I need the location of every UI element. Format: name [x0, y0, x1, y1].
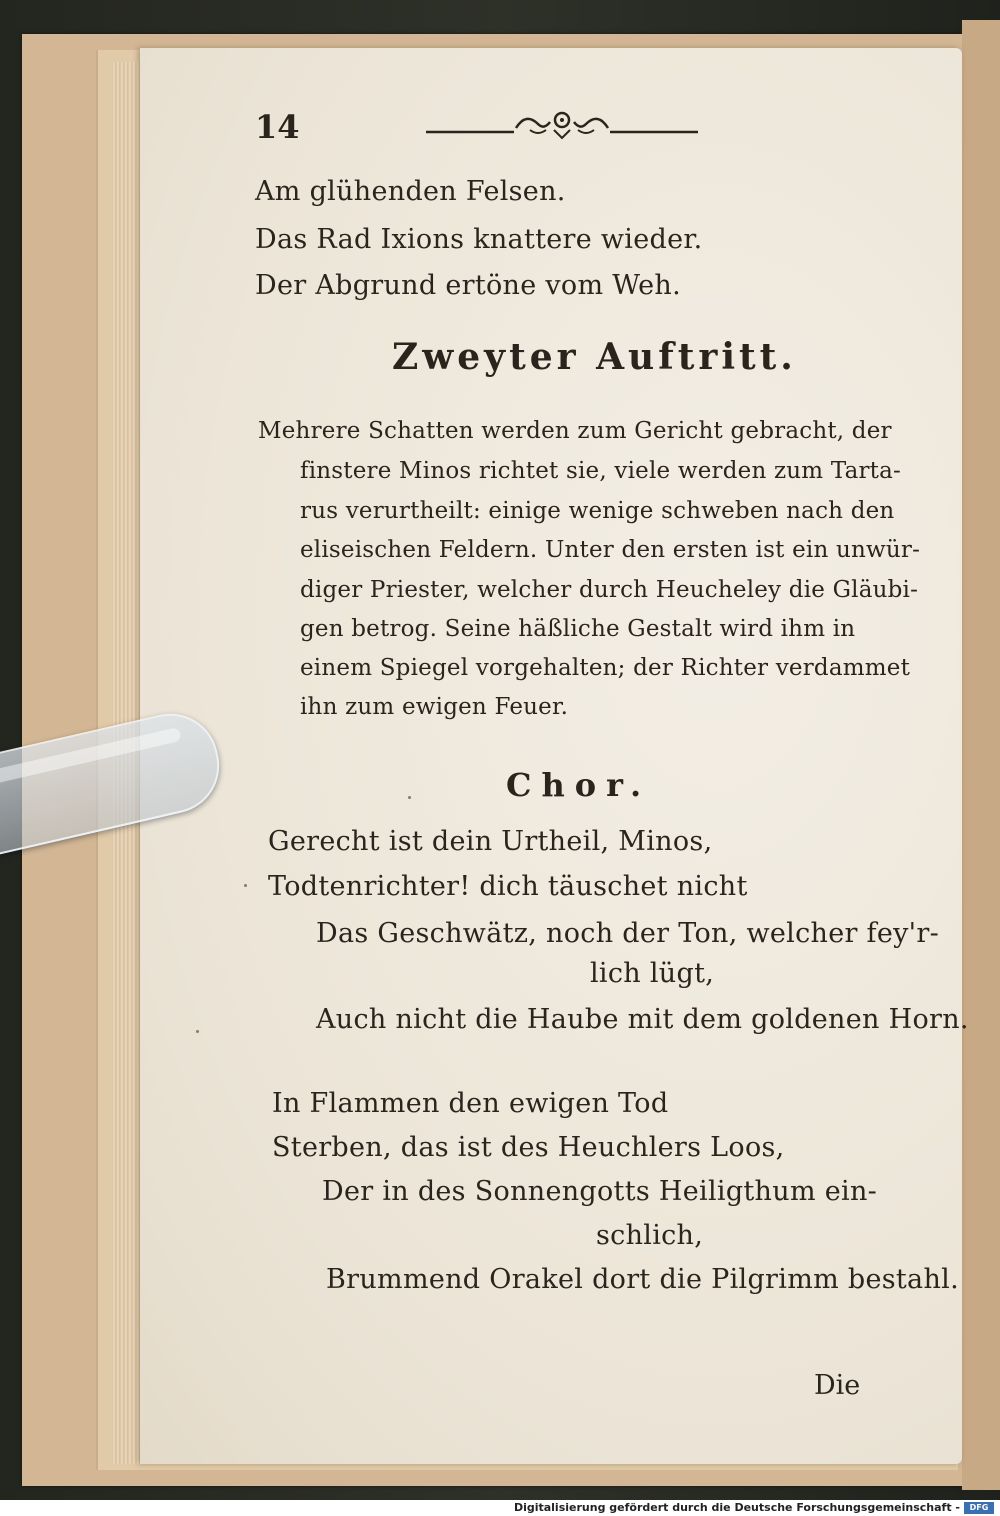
stage-direction-line: einem Spiegel vorgehalten; der Richter verdammet: [300, 655, 911, 681]
page-number: 14: [255, 108, 300, 146]
verse-line: Das Rad Ixions knattere wieder.: [255, 224, 703, 255]
catchword: Die: [814, 1370, 861, 1401]
scene-heading: Zweyter Auftritt.: [392, 336, 797, 378]
chor-verse-line: schlich,: [596, 1220, 704, 1251]
chor-verse-line: lich lügt,: [590, 958, 715, 989]
book-page: [140, 48, 962, 1464]
chor-verse-line: Das Geschwätz, noch der Ton, welcher fey'r-: [316, 918, 940, 949]
paper-speck: [244, 884, 247, 887]
dfg-logo: DFG: [964, 1502, 994, 1514]
chor-verse-line: Brummend Orakel dort die Pilgrimm bestahl.: [326, 1264, 959, 1295]
verse-line: Am glühenden Felsen.: [255, 176, 566, 207]
stage-direction-line: gen betrog. Seine häßliche Gestalt wird ihm in: [300, 616, 856, 642]
stage-direction-line: diger Priester, welcher durch Heucheley die Gläubi-: [300, 577, 919, 603]
chor-verse-line: Gerecht ist dein Urtheil, Minos,: [268, 826, 713, 857]
stage-direction-line: ihn zum ewigen Feuer.: [300, 694, 569, 720]
stage-direction-line: Mehrere Schatten werden zum Gericht gebracht, der: [258, 418, 892, 444]
stage-direction-line: eliseischen Feldern. Unter den ersten ist ein unwür-: [300, 537, 921, 563]
chor-verse-line: Sterben, das ist des Heuchlers Loos,: [272, 1132, 785, 1163]
paper-speck: [196, 1030, 199, 1033]
cover-edge: [962, 20, 1000, 1490]
stage-direction-line: rus verurtheilt: einige wenige schweben nach den: [300, 498, 895, 524]
verse-line: Der Abgrund ertöne vom Weh.: [255, 270, 681, 301]
chor-verse-line: Auch nicht die Haube mit dem goldenen Horn.: [316, 1004, 969, 1035]
fleuron-ornament-icon: [426, 104, 698, 140]
paper-speck: [408, 796, 411, 799]
chor-verse-line: Todtenrichter! dich täuschet nicht: [268, 871, 748, 902]
chor-verse-line: Der in des Sonnengotts Heiligthum ein-: [322, 1176, 878, 1207]
stage-direction-line: finstere Minos richtet sie, viele werden zum Tarta-: [300, 458, 902, 484]
chor-heading: Chor.: [506, 766, 652, 804]
funding-credit: Digitalisierung gefördert durch die Deutsche Forschungsgemeinschaft -: [513, 1501, 960, 1514]
chor-verse-line: In Flammen den ewigen Tod: [272, 1088, 669, 1119]
